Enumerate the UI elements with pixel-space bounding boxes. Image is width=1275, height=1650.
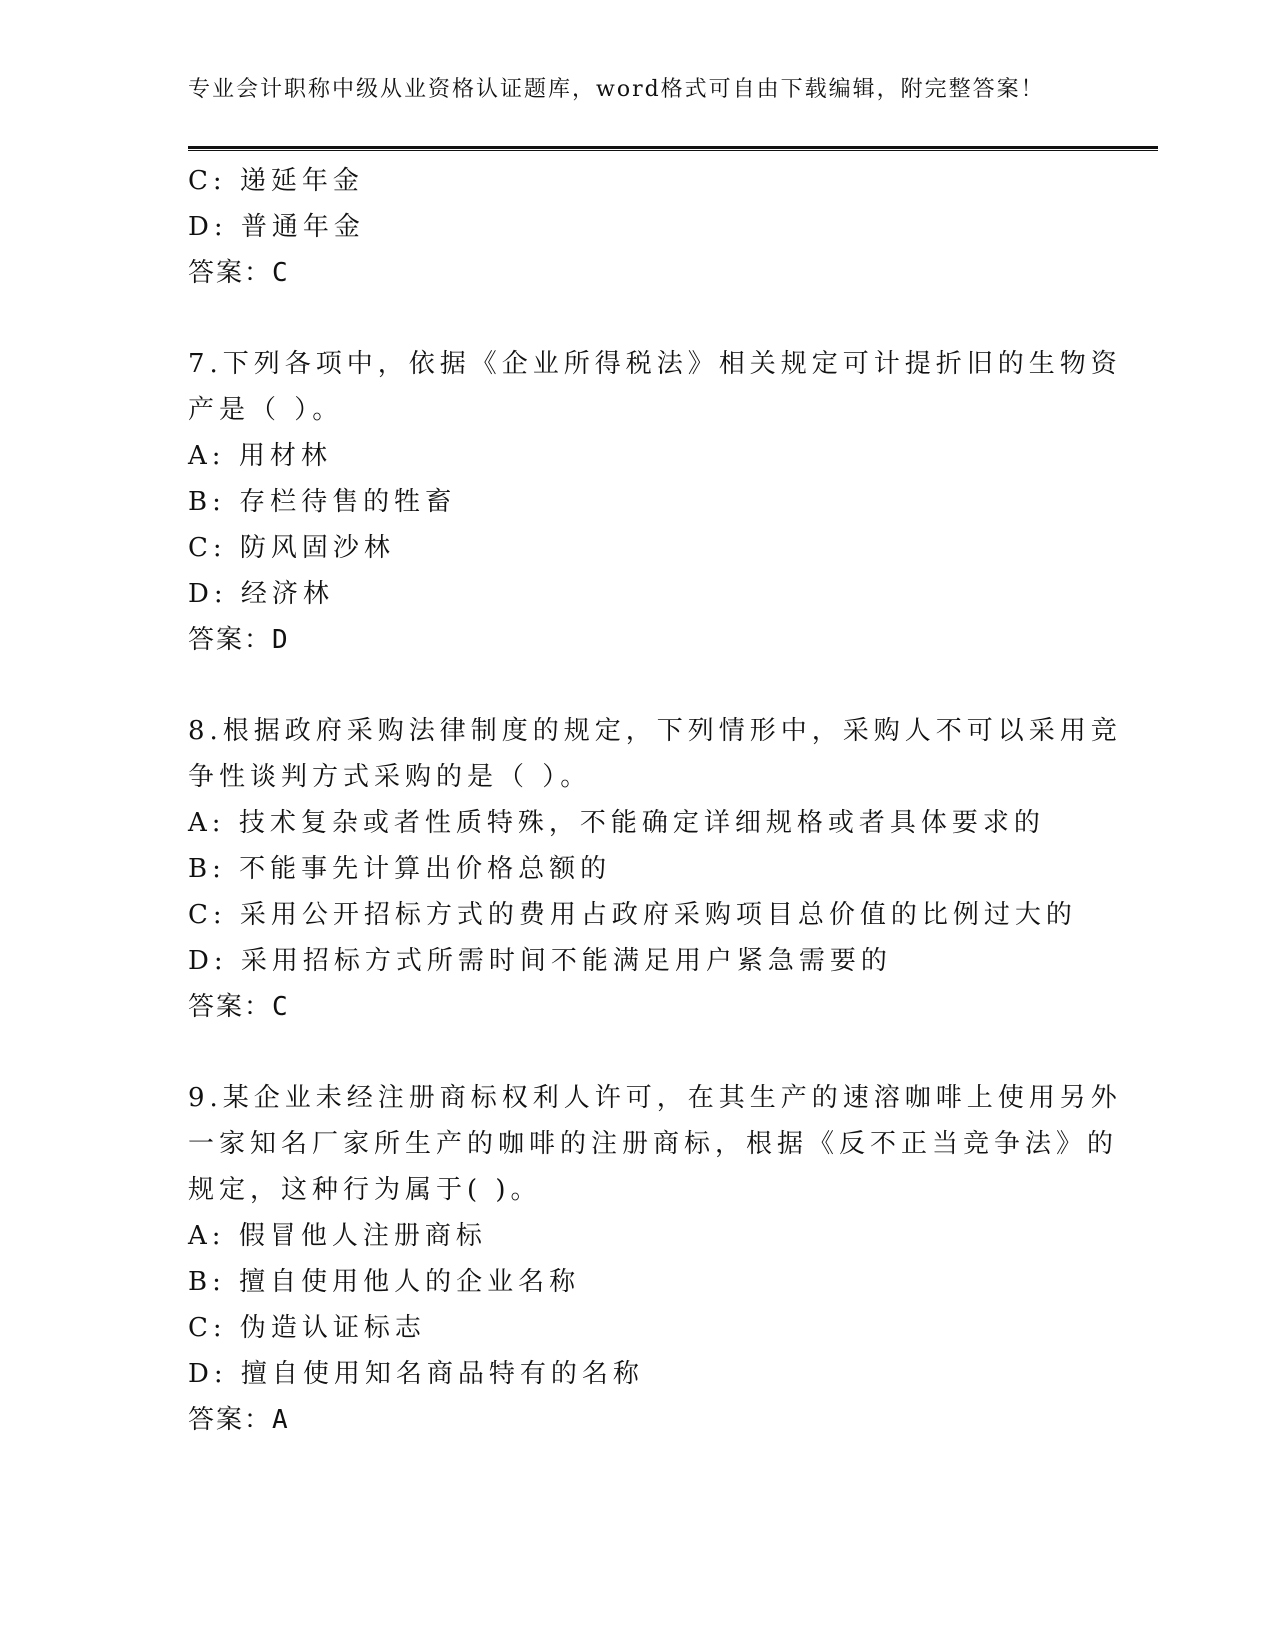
option-text: 假冒他人注册商标 (238, 1221, 487, 1251)
option-letter: C: (188, 900, 227, 930)
question-7 (188, 341, 1122, 663)
option-letter: A: (188, 1221, 226, 1251)
option-letter: D: (188, 212, 228, 242)
option-a (188, 1213, 1088, 1259)
answer-value: A (272, 1405, 290, 1435)
option-a (188, 800, 1088, 846)
option-letter: D: (188, 579, 228, 609)
option-text: 用材林 (238, 441, 332, 471)
question-stem-line: 规定，这种行为属于( )。 (188, 1175, 542, 1205)
question-stem-line: 产是（ ）。 (188, 395, 344, 425)
option-letter: B: (188, 854, 226, 884)
option-c (188, 158, 1088, 204)
option-text: 不能事先计算出价格总额的 (239, 854, 612, 884)
answer-label: 答案： (188, 992, 273, 1022)
question-8 (188, 708, 1122, 1030)
answer-value: D (272, 625, 290, 655)
answer-label: 答案： (188, 258, 273, 288)
option-letter: C: (188, 533, 227, 563)
answer-label: 答案： (188, 1405, 273, 1435)
option-letter: D: (188, 946, 228, 976)
question-content (188, 158, 1122, 1443)
option-a (188, 433, 1088, 479)
option-text: 采用招标方式所需时间不能满足用户紧急需要的 (240, 946, 892, 976)
page-header: 专业会计职称中级从业资格认证题库，word格式可自由下载编辑，附完整答案！ (188, 77, 1045, 102)
answer-label: 答案： (188, 625, 273, 655)
option-text: 伪造认证标志 (239, 1313, 426, 1343)
option-text: 递延年金 (239, 166, 364, 196)
prev-question-tail (188, 158, 1088, 296)
option-c (188, 525, 1088, 571)
question-stem-line: 9.某企业未经注册商标权利人许可，在其生产的速溶咖啡上使用另外 (188, 1083, 1122, 1113)
spacer (188, 663, 1088, 708)
spacer (188, 1030, 1088, 1075)
option-letter: C: (188, 166, 227, 196)
question-stem-line: 7.下列各项中，依据《企业所得税法》相关规定可计提折旧的生物资 (188, 349, 1122, 379)
answer-line (188, 984, 1088, 1030)
option-b (188, 1259, 1088, 1305)
option-letter: C: (188, 1313, 227, 1343)
answer-line (188, 250, 1088, 296)
header-divider (188, 146, 1158, 151)
option-d (188, 204, 1088, 250)
answer-line (188, 1397, 1088, 1443)
answer-line (188, 617, 1088, 663)
option-d (188, 938, 1088, 984)
option-text: 防风固沙林 (239, 533, 395, 563)
question-stem-line: 8.根据政府采购法律制度的规定，下列情形中，采购人不可以采用竞 (188, 716, 1122, 746)
option-letter: D: (188, 1359, 228, 1389)
question-9 (188, 1075, 1122, 1443)
option-text: 存栏待售的牲畜 (239, 487, 457, 517)
option-letter: B: (188, 1267, 226, 1297)
option-b (188, 479, 1088, 525)
option-text: 擅自使用他人的企业名称 (239, 1267, 581, 1297)
option-c (188, 892, 1088, 938)
option-letter: A: (188, 808, 226, 838)
option-text: 擅自使用知名商品特有的名称 (240, 1359, 644, 1389)
option-letter: B: (188, 487, 226, 517)
spacer (188, 296, 1088, 341)
question-stem-line: 一家知名厂家所生产的咖啡的注册商标，根据《反不正当竞争法》的 (188, 1129, 1119, 1159)
answer-value: C (272, 258, 290, 288)
option-text: 采用公开招标方式的费用占政府采购项目总价值的比例过大的 (239, 900, 1077, 930)
option-text: 经济林 (240, 579, 334, 609)
question-stem-line: 争性谈判方式采购的是（ ）。 (188, 762, 592, 792)
option-b (188, 846, 1088, 892)
option-d (188, 571, 1088, 617)
option-text: 技术复杂或者性质特殊，不能确定详细规格或者具体要求的 (238, 808, 1045, 838)
option-d (188, 1351, 1088, 1397)
option-c (188, 1305, 1088, 1351)
option-text: 普通年金 (240, 212, 365, 242)
answer-value: C (272, 992, 290, 1022)
option-letter: A: (188, 441, 226, 471)
